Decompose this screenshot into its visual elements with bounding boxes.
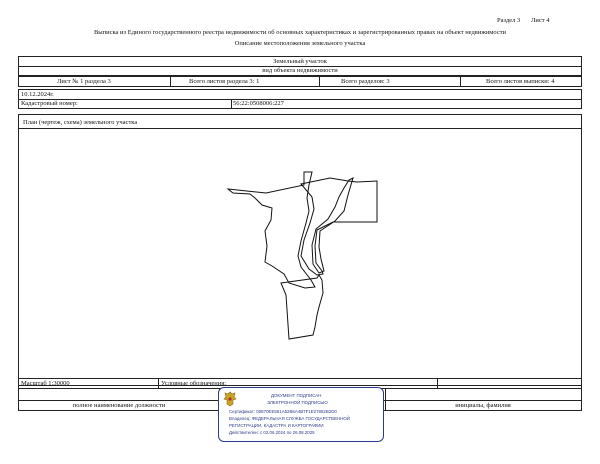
signature-line1: ДОКУМЕНТ ПОДПИСАН — [271, 393, 322, 398]
sheet-no: Лист № 1 раздела 3 — [57, 78, 111, 85]
signature-owner-line1: Владелец: ФЕДЕРАЛЬНАЯ СЛУЖБА ГОСУДАРСТВЕННОЙ — [229, 416, 350, 421]
date-cadastral-block — [18, 89, 582, 109]
parcel-outline-lower — [281, 275, 323, 339]
signature-validity: Действителен: с 02.06.2024 по 26.08.2025 — [229, 430, 315, 435]
emblem-icon — [223, 391, 237, 407]
signature-owner-line2: РЕГИСТРАЦИИ, КАДАСТРА И КАРТОГРАФИИ — [229, 423, 324, 428]
legend-label: Условные обозначения: — [161, 380, 227, 387]
object-type-caption: вид объекта недвижимости — [262, 67, 338, 74]
object-type-block — [18, 56, 582, 76]
scale-label: Масштаб 1:30000 — [21, 380, 70, 387]
document-subtitle: Описание местоположения земельного участка — [234, 40, 366, 47]
object-type: Земельный участок — [273, 58, 327, 65]
sheet-info-row — [18, 76, 582, 87]
parcel-plan-drawing — [19, 115, 581, 385]
sheets-in-section: Всего листов раздела 3: 1 — [189, 78, 260, 85]
position-caption: полное наименование должности — [72, 402, 166, 409]
plan-title: План (чертеж, схема) земельного участка — [23, 119, 138, 126]
sections-total: Всего разделов: 3 — [341, 78, 390, 85]
signature-certificate: Сертификат: 00870EE561A52B6A4B7F1E27882B2D0 — [229, 409, 337, 414]
sheets-total: Всего листов выписки: 4 — [486, 78, 555, 85]
initials-caption: инициалы, фамилия — [455, 402, 511, 409]
extract-date: 10.12.2024г. — [21, 91, 54, 98]
signature-line2: ЭЛЕКТРОННОЙ ПОДПИСЬЮ — [267, 400, 328, 405]
parcel-outline-upper — [228, 172, 315, 288]
electronic-signature-stamp — [218, 387, 384, 442]
river-outline — [312, 178, 353, 273]
section-number: Раздел 3 — [497, 17, 521, 24]
plan-block — [18, 114, 582, 386]
cadastral-number: 56:22:0508006:227 — [233, 100, 284, 107]
cadastral-label: Кадастровый номер: — [21, 100, 78, 107]
document-title: Выписка из Единого государственного реестра недвижимости об основных характеристиках и зарегистрированных правах на объект недвижимости — [93, 29, 507, 36]
sheet-number: Лист 4 — [531, 17, 550, 24]
